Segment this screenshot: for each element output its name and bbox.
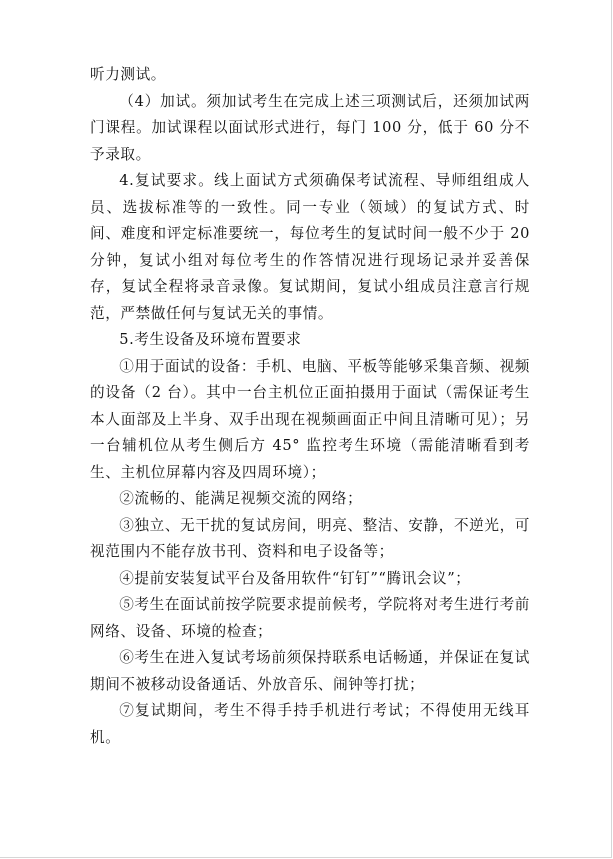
list-item-no-handheld: ⑦复试期间，考生不得手持手机进行考试；不得使用无线耳机。: [90, 702, 530, 746]
list-item-devices: ①用于面试的设备：手机、电脑、平板等能够采集音频、视频的设备（2 台）。其中一台主机位正面拍摄用于面试（需保证考生本人面部及上半身、双手出现在视频画面正中间且清晰可见）；另一台辅机位从考生侧后方 45° 监控考生环境（需能清晰看到考生、主机位屏幕内容及四周环境）；: [90, 357, 530, 481]
list-item-software: ④提前安装复试平台及备用软件“钉钉”“腾讯会议”；: [119, 569, 471, 587]
list-item-network: ②流畅的、能满足视频交流的网络；: [119, 490, 363, 507]
list-item-waiting: ⑤考生在面试前按学院要求提前候考，学院将对考生进行考前网络、设备、环境的检查；: [90, 596, 530, 640]
section-heading-equipment: 5.考生设备及环境布置要求: [119, 331, 302, 348]
document-body: [90, 62, 530, 751]
list-item-phone: ⑥考生在进入复试考场前须保持联系电话畅通，并保证在复试期间不被移动设备通话、外放音乐、闹钟等打扰；: [90, 649, 530, 693]
list-item-room: ③独立、无干扰的复试房间，明亮、整洁、安静，不逆光，可视范围内不能存放书刊、资料和电子设备等；: [90, 516, 530, 560]
paragraph-listening-test-end: 听力测试。: [90, 66, 166, 83]
paragraph-retest-requirements: 4.复试要求。线上面试方式须确保考试流程、导师组组成人员、选拔标准等的一致性。同一专业（领域）的复试方式、时间、难度和评定标准要统一，每位考生的复试时间一般不少于 20 分钟，复试小组对每位考生的作答情况进行现场记录并妥善保存，复试全程将录音录像。复试期间，复试小组成员注意言行规范，严禁做任何与复试无关的事情。: [90, 172, 530, 322]
paragraph-additional-test: （4）加试。须加试考生在完成上述三项测试后，还须加试两门课程。加试课程以面试形式进行，每门 100 分，低于 60 分不予录取。: [90, 92, 530, 163]
